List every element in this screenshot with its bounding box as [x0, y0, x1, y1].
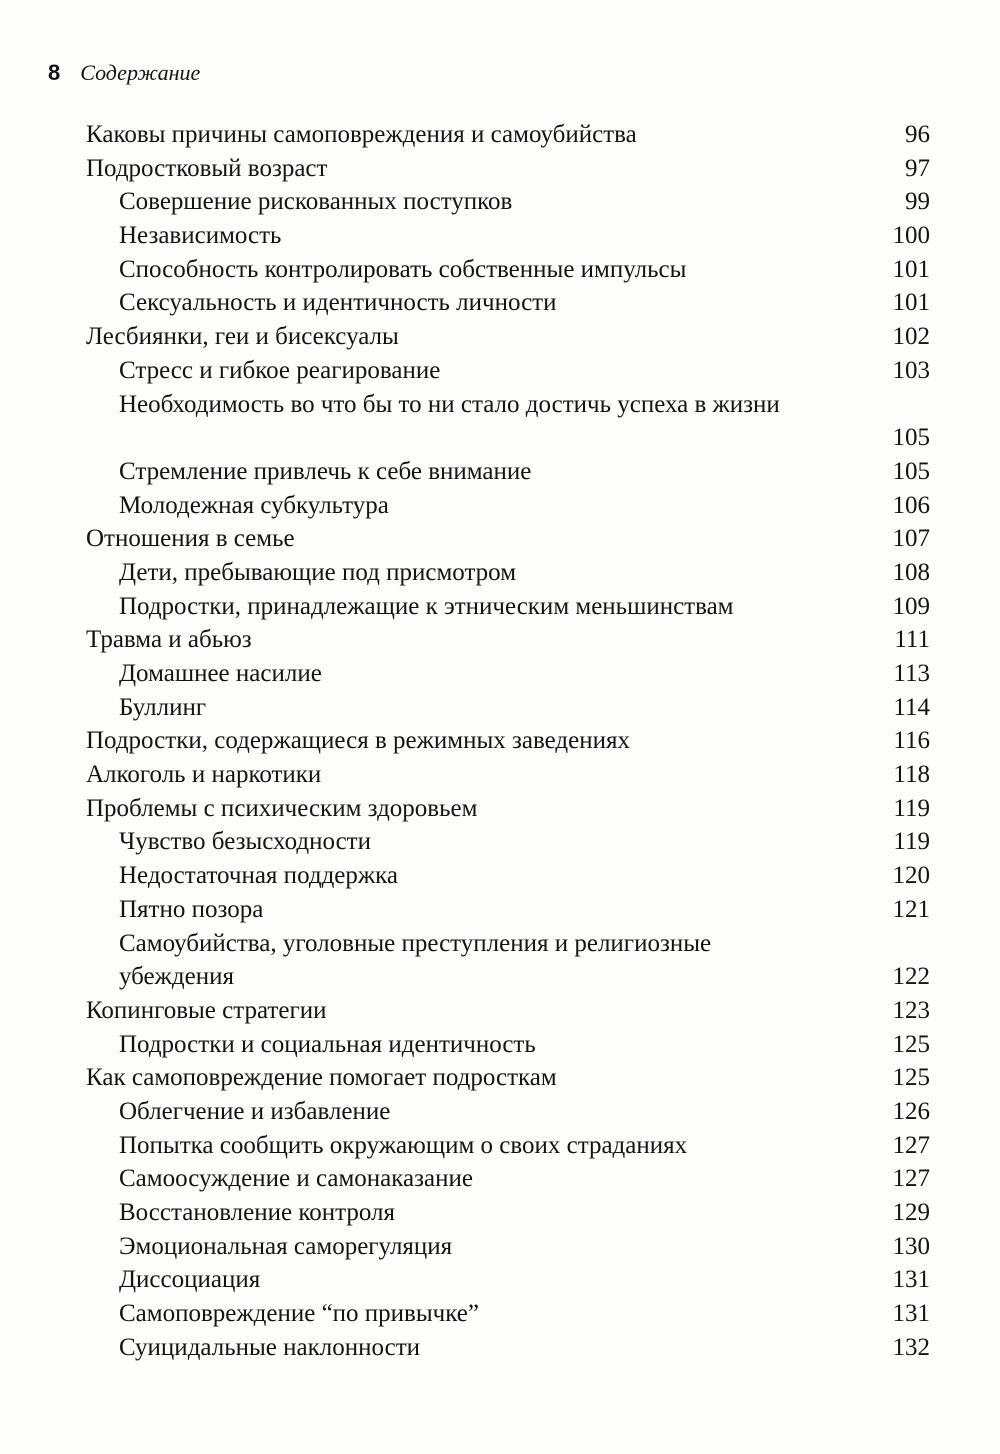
- toc-entry-title: Молодежная субкультура: [119, 491, 389, 519]
- toc-entry-page: 111: [894, 626, 930, 654]
- toc-entry-title: Проблемы с психическим здоровьем: [86, 794, 478, 822]
- toc-entry-page: 120: [892, 862, 930, 890]
- toc-entry-page: 107: [892, 525, 930, 553]
- toc-subentry: [0, 1263, 1000, 1297]
- toc-entry-title: Стресс и гибкое реагирование: [119, 356, 441, 384]
- toc-entry-page: 122: [892, 963, 930, 991]
- toc-entry-title: Дети, пребывающие под присмотром: [119, 558, 517, 586]
- toc-entry: [0, 994, 1000, 1028]
- toc-subentry: [0, 1331, 1000, 1365]
- toc-entry-title: Недостаточная поддержка: [119, 862, 399, 890]
- toc-entry: [0, 320, 1000, 354]
- toc-entry-page: 118: [893, 761, 930, 789]
- toc-entry-page: 105: [892, 424, 930, 452]
- toc-entry-page: 97: [905, 154, 930, 182]
- toc-subentry: [0, 859, 1000, 893]
- toc-entry-page: 103: [892, 356, 930, 384]
- toc-entry-page: 99: [905, 188, 930, 216]
- toc-entry: [0, 758, 1000, 792]
- toc-entry-title: Стремление привлечь к себе внимание: [119, 457, 532, 485]
- toc-entry: [0, 118, 1000, 152]
- toc-entry-page: 121: [892, 895, 930, 923]
- toc-entry-page: 127: [892, 1131, 930, 1159]
- toc-entry-page: 131: [892, 1300, 930, 1328]
- toc-entry-title: Сексуальность и идентичность личности: [119, 289, 557, 317]
- toc-entry-page: 106: [892, 491, 930, 519]
- section-title: Содержание: [80, 60, 201, 85]
- toc-entry: [0, 1061, 1000, 1095]
- toc-subentry: [0, 354, 1000, 388]
- toc-entry-title: Восстановление контроля: [119, 1199, 395, 1227]
- running-head: [48, 58, 200, 88]
- toc-entry-title: Подростковый возраст: [86, 154, 328, 182]
- toc-entry-title: Копинговые стратегии: [86, 996, 327, 1024]
- toc-entry-title: Эмоциональная саморегуляция: [119, 1232, 453, 1260]
- toc-subentry: [0, 489, 1000, 523]
- toc-subentry: [0, 455, 1000, 489]
- toc-entry-title: Каковы причины самоповреждения и самоубийства: [86, 121, 637, 148]
- toc-entry-page: 101: [892, 289, 930, 317]
- toc-entry-page: 101: [892, 255, 930, 283]
- toc-subentry: [0, 1028, 1000, 1062]
- toc-subentry: [0, 657, 1000, 691]
- toc-subentry: [0, 1297, 1000, 1331]
- toc-entry: [0, 724, 1000, 758]
- toc-entry-title: Диссоциация: [119, 1266, 261, 1294]
- table-of-contents: [0, 118, 1000, 1364]
- toc-subentry: [0, 1196, 1000, 1230]
- toc-entry-page: 125: [892, 1030, 930, 1058]
- toc-entry: [0, 152, 1000, 186]
- toc-entry-title: Пятно позора: [119, 895, 264, 923]
- toc-entry-page: 123: [892, 996, 930, 1024]
- toc-subentry: [0, 1095, 1000, 1129]
- toc-entry-page: 113: [893, 660, 930, 687]
- toc-entry-page: 114: [893, 693, 930, 721]
- toc-entry-title: Самоосуждение и самонаказание: [119, 1165, 473, 1193]
- page-number: 8: [48, 60, 61, 85]
- toc-entry-title: Подростки, содержащиеся в режимных заведениях: [86, 727, 630, 755]
- toc-subentry: [0, 556, 1000, 590]
- toc-subentry: [0, 1129, 1000, 1163]
- toc-entry-page: 130: [892, 1232, 930, 1260]
- toc-entry-title: Облегчение и избавление: [119, 1097, 391, 1125]
- toc-entry-title: Суицидальные наклонности: [119, 1333, 421, 1361]
- toc-entry-title: Травма и абьюз: [86, 626, 252, 654]
- toc-entry-title: Лесбиянки, геи и бисексуалы: [86, 323, 399, 351]
- toc-entry-page: 105: [892, 457, 930, 485]
- toc-entry-title: Подростки и социальная идентичность: [119, 1030, 536, 1058]
- toc-subentry: [0, 825, 1000, 859]
- toc-subentry: [0, 1162, 1000, 1196]
- toc-entry: [0, 792, 1000, 826]
- toc-entry-page: 126: [892, 1097, 930, 1125]
- toc-entry-title: Попытка сообщить окружающим о своих страданиях: [119, 1131, 688, 1159]
- toc-entry-page: 119: [893, 828, 930, 856]
- toc-subentry: [0, 927, 1000, 994]
- toc-entry-page: 100: [892, 222, 930, 250]
- toc-entry-page: 125: [892, 1064, 930, 1092]
- toc-entry-title: Как самоповреждение помогает подросткам: [86, 1064, 557, 1092]
- toc-subentry: [0, 691, 1000, 725]
- toc-entry-page: 96: [905, 120, 930, 148]
- toc-subentry: [0, 185, 1000, 219]
- toc-entry-title: Самоповреждение “по привычке”: [119, 1300, 479, 1328]
- toc-entry-title: Чувство безысходности: [119, 828, 371, 856]
- toc-subentry: [0, 219, 1000, 253]
- toc-entry-page: 108: [892, 558, 930, 586]
- toc-subentry: [0, 388, 1000, 455]
- toc-entry: [0, 522, 1000, 556]
- toc-entry-page: 132: [892, 1333, 930, 1361]
- toc-entry-title: Совершение рискованных поступков: [119, 188, 513, 216]
- toc-entry-title: Домашнее насилие: [119, 660, 322, 688]
- toc-entry-page: 131: [892, 1266, 930, 1294]
- toc-entry-page: 116: [893, 727, 930, 755]
- toc-entry-title: Подростки, принадлежащие к этническим меньшинствам: [119, 592, 734, 620]
- toc-entry: [0, 623, 1000, 657]
- toc-entry-title: Отношения в семье: [86, 525, 295, 553]
- toc-entry-page: 127: [892, 1165, 930, 1193]
- toc-entry-title: Самоубийства, уголовные преступления и религиозные убеждения: [119, 929, 712, 991]
- toc-subentry: [0, 590, 1000, 624]
- toc-entry-page: 119: [893, 794, 930, 822]
- toc-entry-page: 102: [892, 323, 930, 351]
- toc-subentry: [0, 253, 1000, 287]
- toc-entry-title: Способность контролировать собственные импульсы: [119, 255, 687, 283]
- toc-entry-page: 129: [892, 1199, 930, 1227]
- toc-subentry: [0, 286, 1000, 320]
- toc-entry-page: 109: [892, 592, 930, 620]
- toc-subentry: [0, 1230, 1000, 1264]
- toc-subentry: [0, 893, 1000, 927]
- toc-entry-title: Необходимость во что бы то ни стало достичь успеха в жизни: [119, 390, 780, 418]
- toc-entry-title: Независимость: [119, 222, 282, 250]
- toc-entry-title: Алкоголь и наркотики: [86, 761, 322, 789]
- toc-entry-title: Буллинг: [119, 693, 207, 721]
